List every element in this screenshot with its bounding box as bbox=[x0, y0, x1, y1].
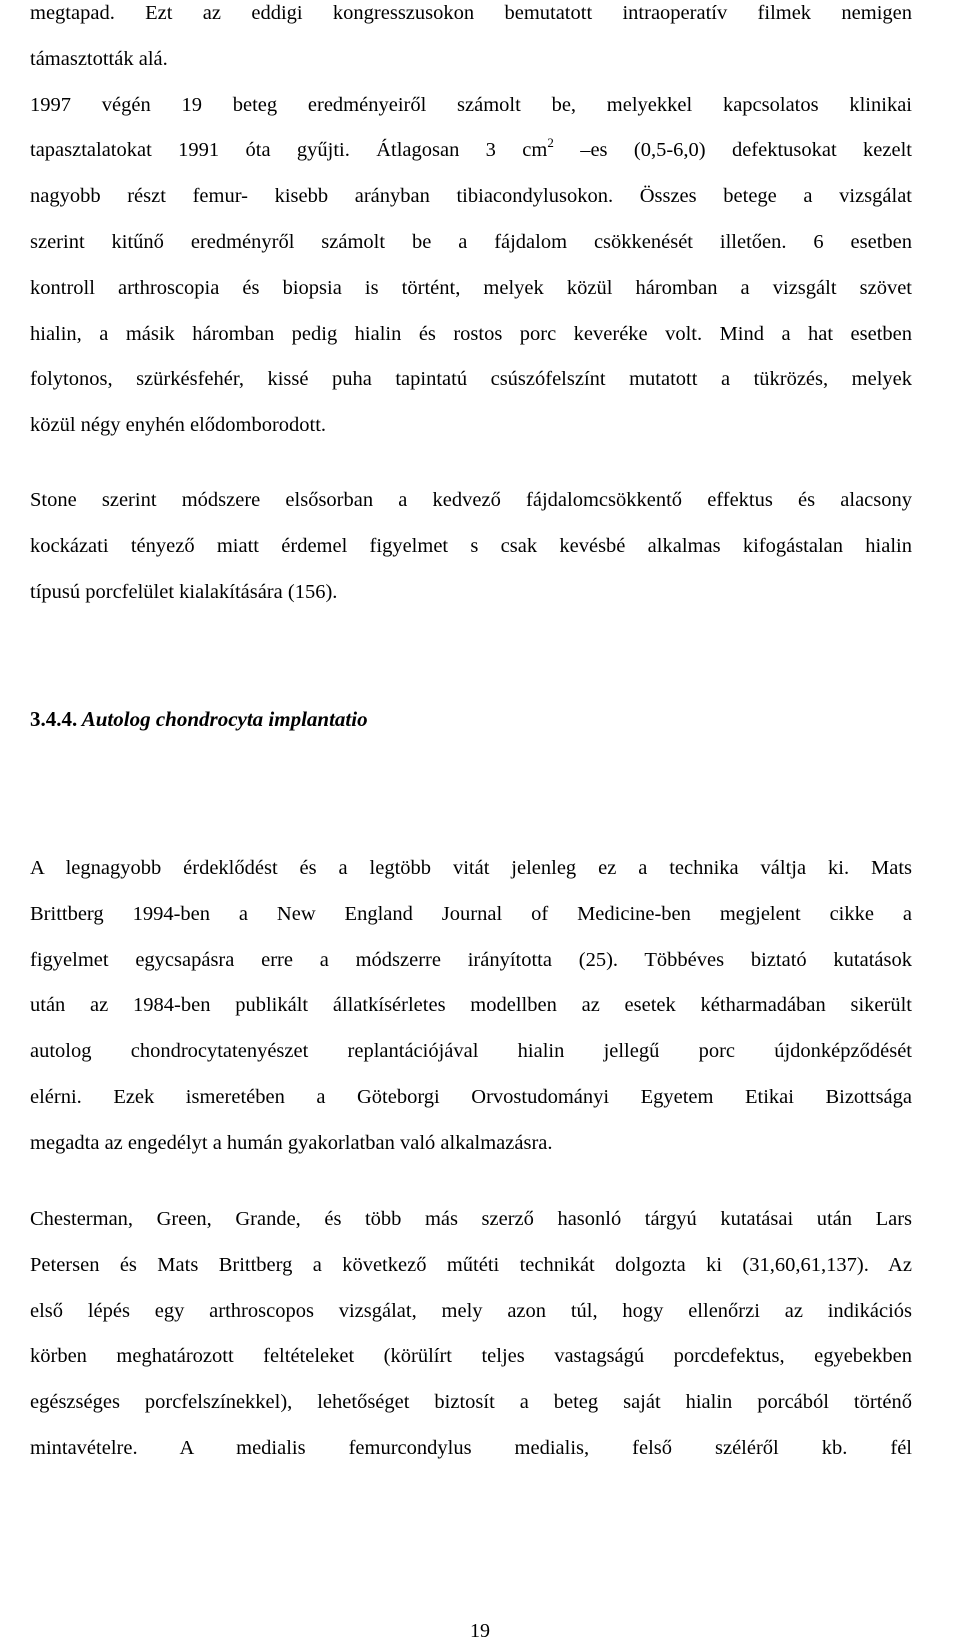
paragraph-continued bbox=[30, 0, 912, 83]
text-line: elérni. Ezek ismeretében a Göteborgi Orvostudományi Egyetem Etikai Bizottsága bbox=[30, 1085, 912, 1108]
section-number: 3.4.4. bbox=[30, 707, 78, 731]
text-line: támasztották alá. bbox=[30, 47, 168, 70]
text-line: után az 1984-ben publikált állatkísérletes modellben az esetek kétharmadában sikerült bbox=[30, 994, 912, 1017]
text-segment: –es (0,5-6,0) defektusokat kezelt bbox=[553, 139, 912, 162]
text-line: hialin, a másik háromban pedig hialin és rostos porc keveréke volt. Mind a hat esetben bbox=[30, 322, 912, 345]
text-line: nagyobb részt femur- kisebb arányban tibiacondylusokon. Összes betege a vizsgálat bbox=[30, 185, 912, 208]
text-line: Stone szerint módszere elsősorban a kedvező fájdalomcsökkentő effektus és alacsony bbox=[30, 489, 912, 511]
text-line: első lépés egy arthroscopos vizsgálat, mely azon túl, hogy ellenőrzi az indikációs bbox=[30, 1299, 912, 1322]
text-line: megadta az engedélyt a humán gyakorlatban való alkalmazásra. bbox=[30, 1131, 553, 1154]
text-line: A legnagyobb érdeklődést és a legtöbb vitát jelenleg ez a technika váltja ki. Mats bbox=[30, 857, 912, 879]
superscript: 2 bbox=[547, 134, 554, 150]
text-line: Chesterman, Green, Grande, és több más szerző hasonló tárgyú kutatásai után Lars bbox=[30, 1208, 912, 1230]
text-line: szerint kitűnő eredményről számolt be a fájdalom csökkenését illetően. 6 esetben bbox=[30, 230, 912, 253]
page-number: 19 bbox=[470, 1620, 490, 1642]
text-line: figyelmet egycsapásra erre a módszerre irányította (25). Többéves biztató kutatások bbox=[30, 948, 912, 971]
text-line: közül négy enyhén elődomborodott. bbox=[30, 414, 327, 437]
text-line: 1997 végén 19 beteg eredményeiről számolt be, melyekkel kapcsolatos klinikai bbox=[30, 93, 912, 116]
text-line: Petersen és Mats Brittberg a következő műtéti technikát dolgozta ki (31,60,61,137). Az bbox=[30, 1253, 912, 1276]
text-line-with-superscript bbox=[30, 128, 912, 174]
text-line: körben meghatározott feltételeket (körülírt teljes vastagságú porcdefektus, egyebekben bbox=[30, 1345, 912, 1368]
section-title: Autolog chondrocyta implantatio bbox=[81, 707, 368, 731]
text-line: autolog chondrocytatenyészet replantációjával hialin jellegű porc újdonképződését bbox=[30, 1040, 912, 1063]
text-line: kockázati tényező miatt érdemel figyelmet s csak kevésbé alkalmas kifogástalan hialin bbox=[30, 534, 912, 557]
section-heading bbox=[30, 707, 368, 732]
paragraph-stone bbox=[30, 478, 912, 615]
text-line: egészséges porcfelszínekkel), lehetőséget biztosít a beteg saját hialin porcából történő bbox=[30, 1391, 912, 1414]
text-segment: tapasztalatokat 1991 óta gyűjti. Átlagosan 3 cm bbox=[30, 139, 548, 162]
text-line: megtapad. Ezt az eddigi kongresszusokon bemutatott intraoperatív filmek nemigen bbox=[30, 2, 912, 24]
text-line: mintavételre. A medialis femurcondylus medialis, felső széléről kb. fél bbox=[30, 1436, 912, 1459]
paragraph-chesterman bbox=[30, 1197, 912, 1472]
paragraph-1997-results bbox=[30, 83, 912, 449]
paragraph-brittberg bbox=[30, 846, 912, 1167]
text-line: kontroll arthroscopia és biopsia is történt, melyek közül háromban a vizsgált szövet bbox=[30, 276, 912, 299]
text-line: folytonos, szürkésfehér, kissé puha tapintatú csúszófelszínt mutatott a tükrözés, melyek bbox=[30, 368, 912, 391]
text-line: Brittberg 1994-ben a New England Journal of Medicine-ben megjelent cikke a bbox=[30, 902, 912, 925]
text-line: típusú porcfelület kialakítására (156). bbox=[30, 580, 338, 603]
